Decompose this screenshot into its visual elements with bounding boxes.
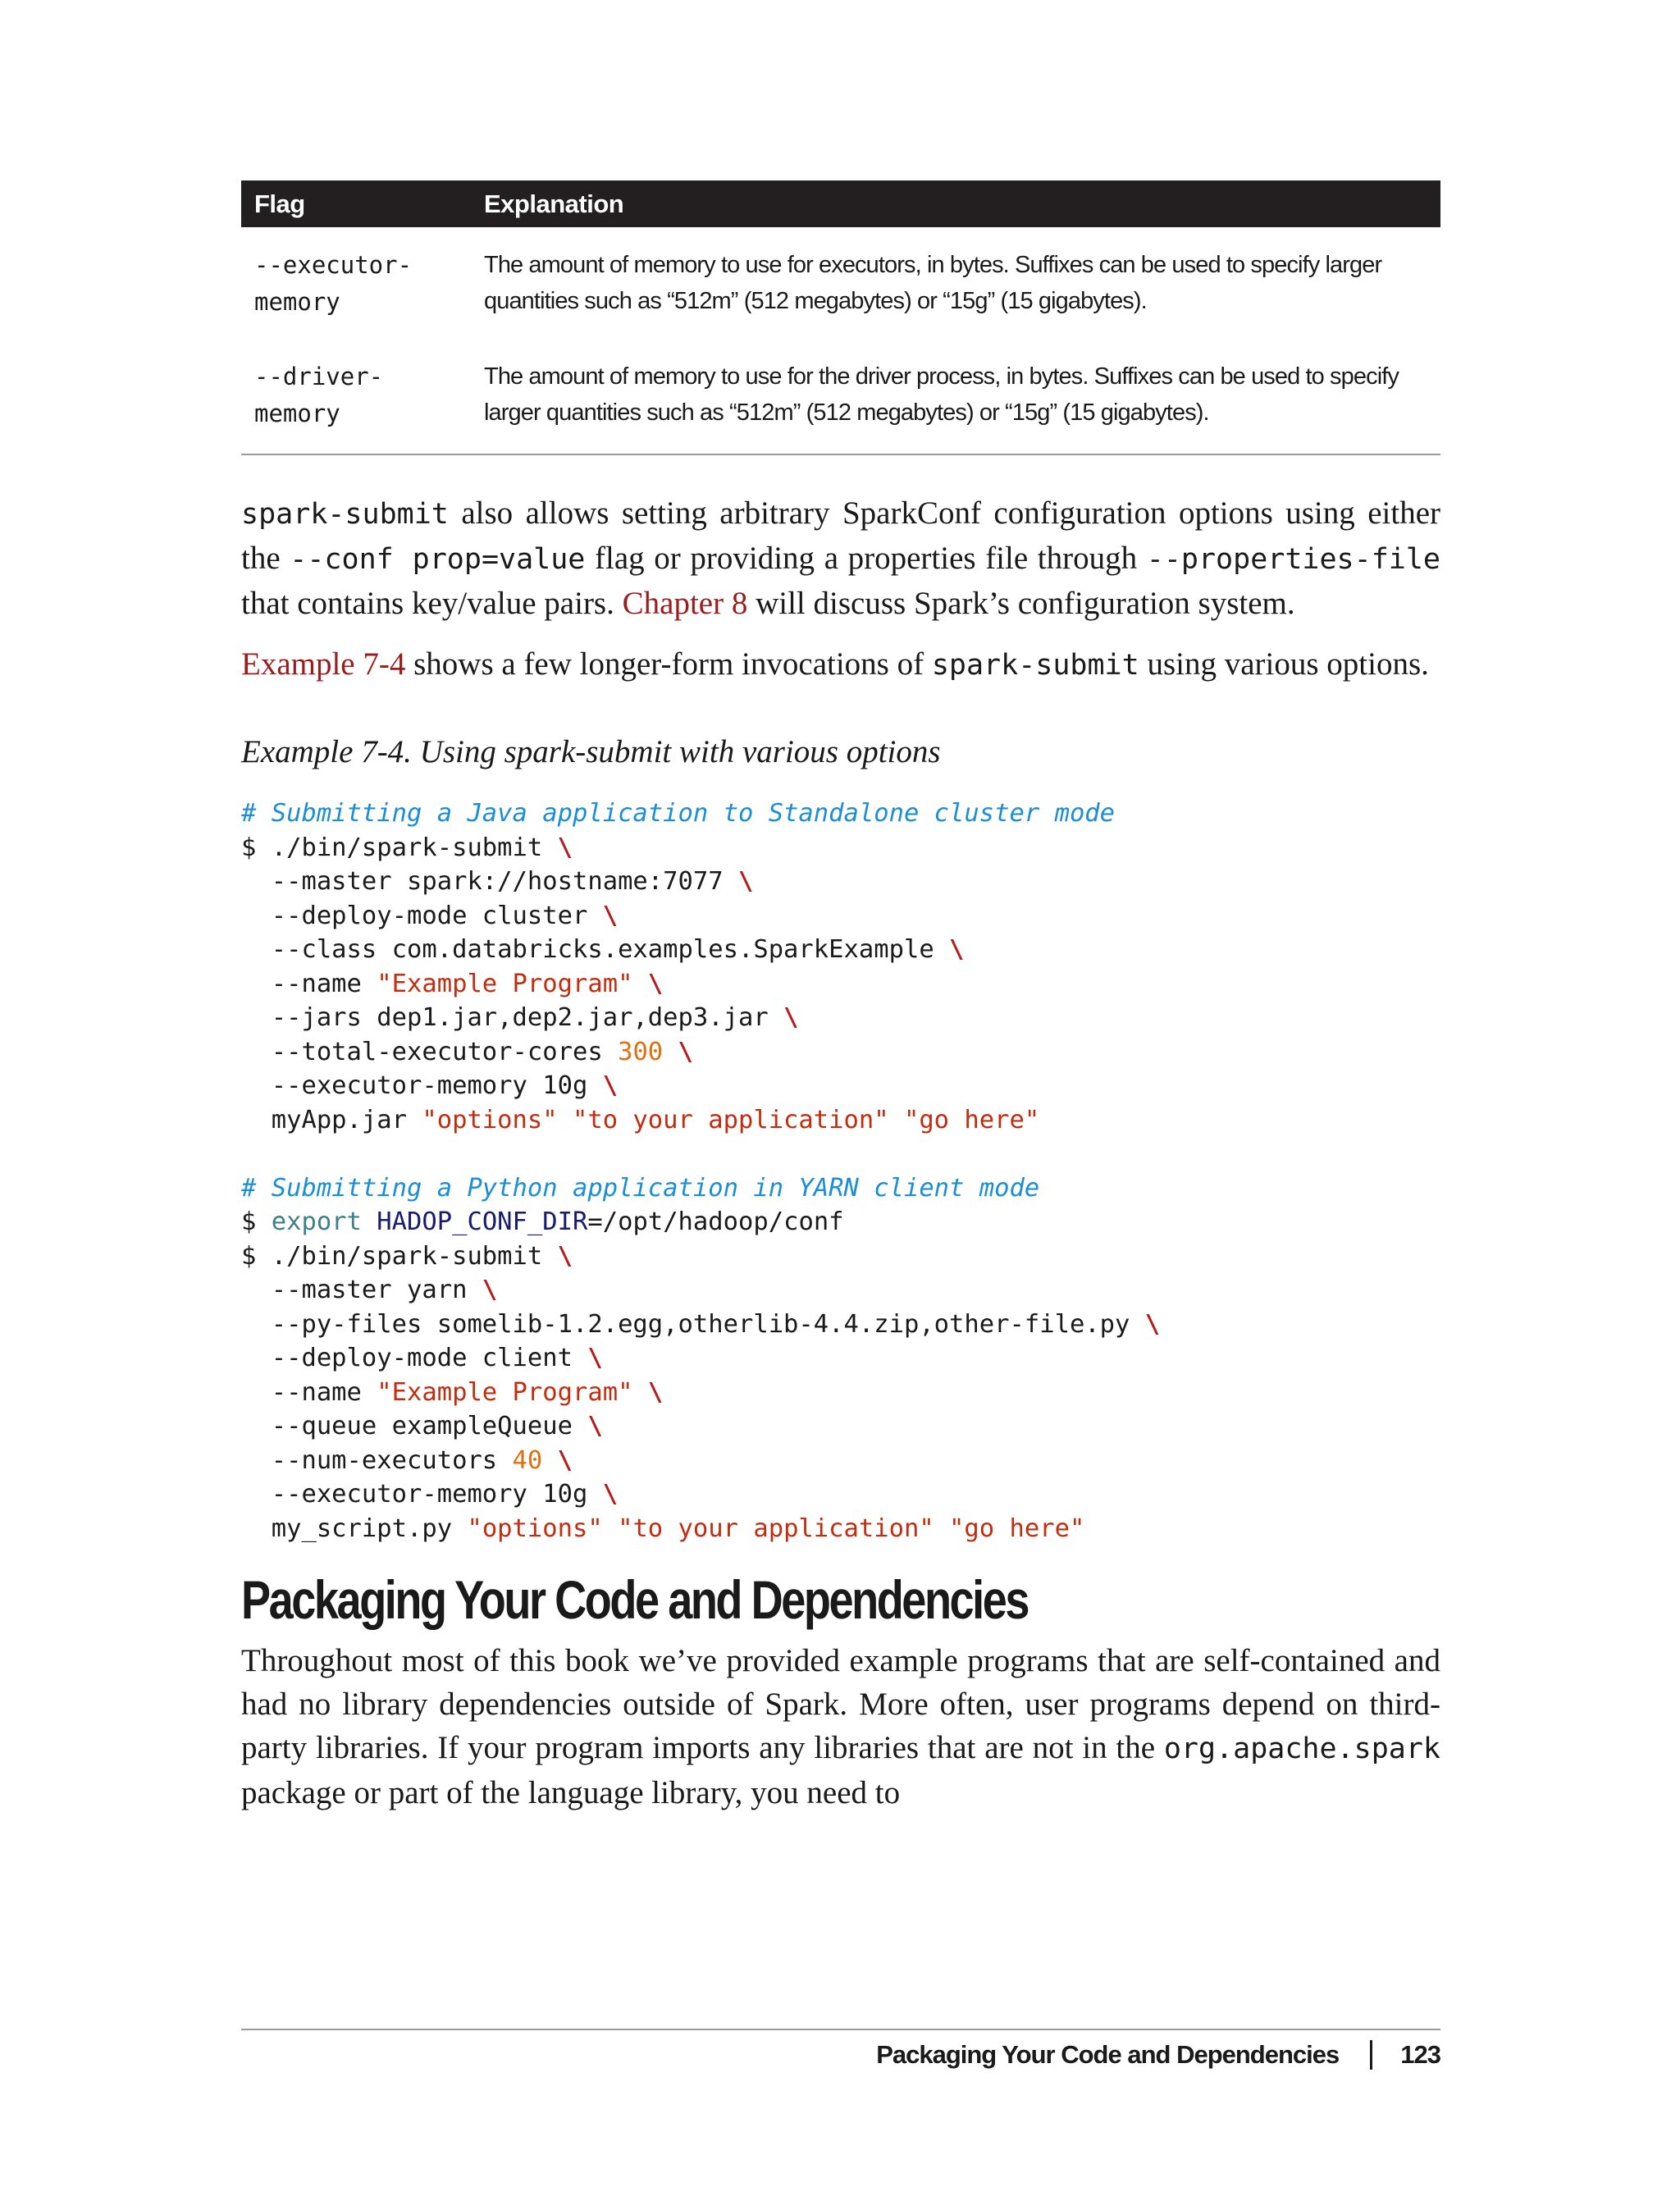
line-continuation: \ bbox=[647, 969, 664, 998]
inline-code: spark-submit bbox=[931, 649, 1139, 682]
code-line: --executor-memory 10g bbox=[241, 1071, 603, 1100]
line-continuation: \ bbox=[737, 867, 754, 896]
line-continuation: \ bbox=[602, 1071, 619, 1100]
code-line: --total-executor-cores bbox=[241, 1037, 619, 1066]
line-continuation: \ bbox=[482, 1276, 498, 1304]
flag-cell: --executor- memory bbox=[254, 251, 413, 316]
text-span: Throughout most of this book we’ve provided example programs that are self-contained and had no library dependencies outside of Spark. More often, user programs depend on third-party libraries. If your program imports any libraries that are not in the bbox=[241, 1643, 1440, 1765]
inline-code: spark-submit bbox=[241, 498, 449, 531]
code-string: "Example Program" bbox=[377, 969, 633, 998]
code-line: $ ./bin/spark-submit bbox=[241, 833, 558, 862]
text-span: package or part of the language library, you need to bbox=[241, 1775, 901, 1810]
code-line: --name bbox=[241, 1377, 377, 1407]
table-header-flag: Flag bbox=[241, 180, 471, 227]
code-line: $ ./bin/spark-submit bbox=[241, 1241, 558, 1271]
text-span: will discuss Spark’s configuration system. bbox=[747, 586, 1295, 621]
code-line: --class com.databricks.examples.SparkExample bbox=[241, 935, 950, 964]
line-continuation: \ bbox=[678, 1037, 693, 1066]
line-continuation: \ bbox=[783, 1003, 799, 1032]
paragraph-example-intro bbox=[241, 642, 1440, 687]
code-comment: # Submitting a Python application in YARN client mode bbox=[241, 1173, 1040, 1203]
page-number: 123 bbox=[1400, 2040, 1440, 2069]
footer-section-title: Packaging Your Code and Dependencies bbox=[876, 2040, 1340, 2069]
text-span: also allows setting arbitrary SparkConf configuration options using either the bbox=[241, 495, 1440, 576]
code-number: 40 bbox=[512, 1445, 543, 1475]
line-continuation: \ bbox=[557, 833, 573, 862]
line-continuation: \ bbox=[557, 1241, 573, 1271]
code-string: "options" "to your application" "go here" bbox=[467, 1513, 1085, 1543]
inline-code: org.apache.spark bbox=[1163, 1732, 1440, 1765]
code-number: 300 bbox=[618, 1037, 664, 1066]
table-header-row bbox=[241, 180, 1440, 227]
paragraph-spark-conf bbox=[241, 491, 1440, 625]
footer-rule bbox=[241, 2029, 1440, 2030]
text-span: that contains key/value pairs. bbox=[241, 586, 623, 621]
explanation-cell: The amount of memory to use for executors, in bytes. Suffixes can be used to specify larger quantities such as “512m” (512 megabytes) or “15g” (15 gigabytes). bbox=[484, 252, 1382, 314]
code-line: $ bbox=[241, 1208, 272, 1236]
line-continuation: \ bbox=[587, 1344, 603, 1372]
code-comment: # Submitting a Java application to Standalone cluster mode bbox=[241, 799, 1116, 828]
code-line: --deploy-mode client bbox=[241, 1344, 588, 1372]
line-continuation: \ bbox=[1144, 1309, 1161, 1339]
section-heading: Packaging Your Code and Dependencies bbox=[241, 1569, 1029, 1630]
code-line: --num-executors bbox=[241, 1445, 513, 1475]
paragraph-packaging bbox=[241, 1639, 1440, 1815]
page-footer bbox=[876, 2040, 1440, 2070]
example-7-4-link[interactable]: Example 7-4 bbox=[241, 646, 406, 682]
code-line: --master spark://hostname:7077 bbox=[241, 867, 738, 896]
flag-table bbox=[241, 180, 1440, 454]
code-keyword: export bbox=[271, 1208, 362, 1236]
code-line: --queue exampleQueue bbox=[241, 1412, 588, 1440]
code-line: --deploy-mode cluster bbox=[241, 901, 603, 930]
code-variable: HADOP_CONF_DIR bbox=[361, 1208, 588, 1236]
line-continuation: \ bbox=[602, 1480, 619, 1509]
text-span: using various options. bbox=[1139, 646, 1429, 682]
line-continuation: \ bbox=[647, 1377, 664, 1407]
code-line: --jars dep1.jar,dep2.jar,dep3.jar bbox=[241, 1003, 784, 1032]
code-line: --py-files somelib-1.2.egg,otherlib-4.4.zip,other-file.py bbox=[241, 1309, 1145, 1339]
text-span: flag or providing a properties file through bbox=[585, 541, 1147, 576]
chapter-8-link[interactable]: Chapter 8 bbox=[622, 586, 748, 621]
code-line: =/opt/hadoop/conf bbox=[587, 1208, 844, 1236]
code-line: --executor-memory 10g bbox=[241, 1480, 603, 1509]
line-continuation: \ bbox=[949, 935, 965, 964]
explanation-cell: The amount of memory to use for the driver process, in bytes. Suffixes can be used to specify larger quantities such as “512m” (512 megabytes) or “15g” (15 gigabytes). bbox=[484, 363, 1399, 426]
code-string: "Example Program" bbox=[377, 1377, 633, 1407]
table-bottom-rule bbox=[241, 454, 1440, 455]
text-span: shows a few longer-form invocations of bbox=[405, 646, 932, 682]
table-row bbox=[241, 342, 1440, 454]
code-block bbox=[241, 797, 1440, 1545]
line-continuation: \ bbox=[602, 901, 619, 930]
footer-separator bbox=[1370, 2040, 1372, 2070]
table-row bbox=[241, 227, 1440, 342]
code-line: my_script.py bbox=[241, 1513, 468, 1543]
example-caption: Example 7-4. Using spark-submit with various options bbox=[241, 734, 941, 769]
code-line: --master yarn bbox=[241, 1276, 482, 1304]
page-content bbox=[241, 180, 1440, 1815]
code-line: myApp.jar bbox=[241, 1105, 422, 1134]
line-continuation: \ bbox=[587, 1412, 603, 1440]
inline-code: --properties-file bbox=[1146, 543, 1440, 576]
inline-code: --conf prop=value bbox=[290, 543, 586, 576]
line-continuation: \ bbox=[557, 1445, 573, 1475]
code-string: "options" "to your application" "go here" bbox=[422, 1105, 1040, 1134]
table-header-explanation: Explanation bbox=[471, 180, 1440, 227]
code-line: --name bbox=[241, 969, 377, 998]
flag-cell: --driver- memory bbox=[254, 363, 384, 427]
